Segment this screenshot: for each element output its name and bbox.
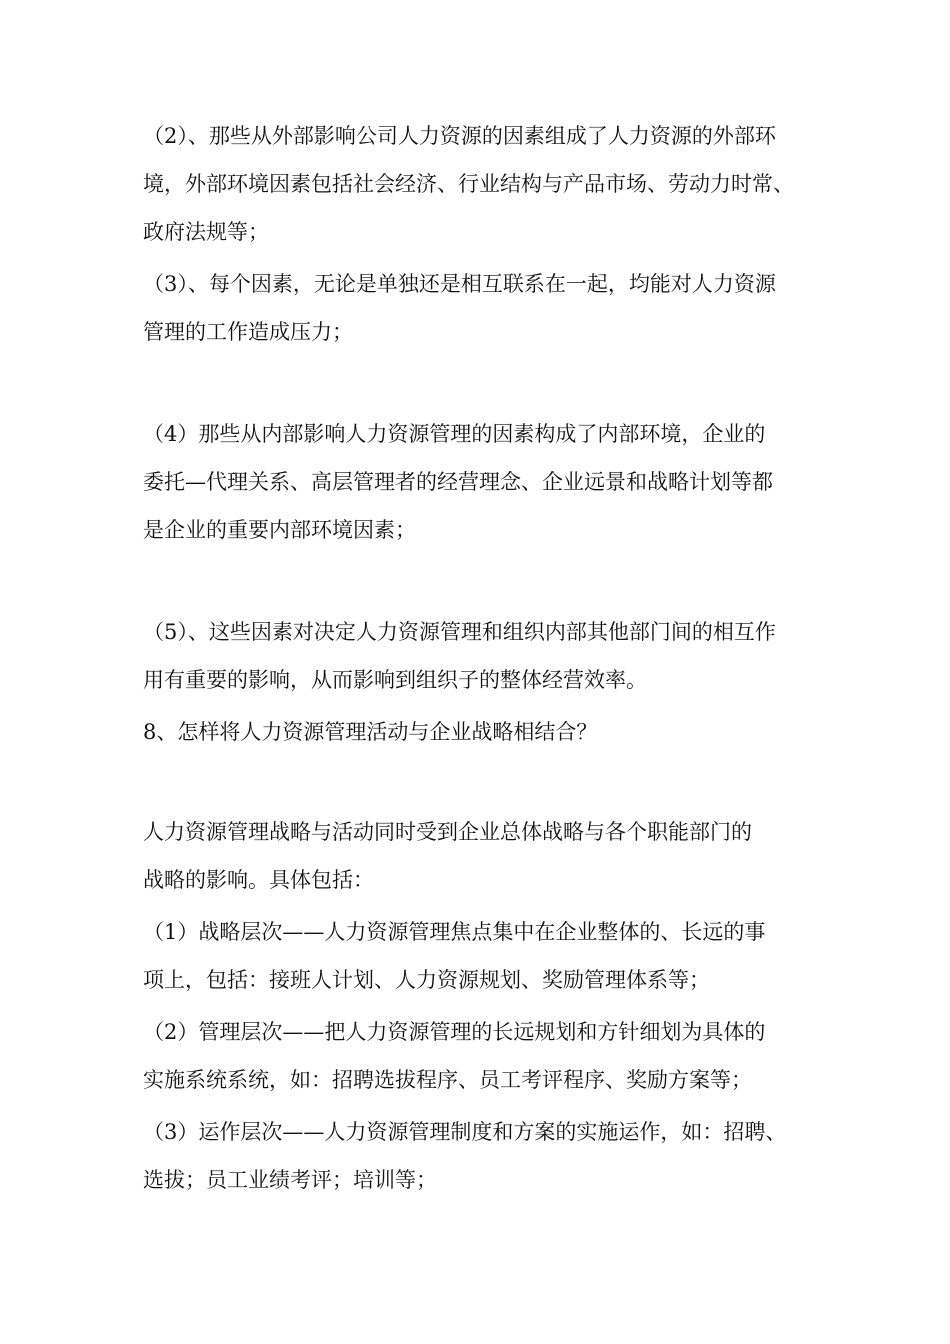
text-line: 项上，包括：接班人计划、人力资源规划、奖励管理体系等； bbox=[143, 968, 710, 992]
paragraph-factor-pressure bbox=[143, 260, 811, 356]
text-line: （3）、每个因素，无论是单独还是相互联系在一起，均能对人力资源 bbox=[143, 272, 776, 296]
paragraph-operation-level bbox=[143, 1108, 811, 1204]
paragraph-internal-environment bbox=[143, 410, 811, 554]
text-line: 人力资源管理战略与活动同时受到企业总体战略与各个职能部门的 bbox=[143, 820, 752, 844]
text-line: （3）运作层次——人力资源管理制度和方案的实施运作，如：招聘、 bbox=[143, 1120, 787, 1144]
paragraph-external-environment bbox=[143, 112, 811, 256]
text-line: （2）、那些从外部影响公司人力资源的因素组成了人力资源的外部环 bbox=[143, 124, 776, 148]
text-line: 政府法规等； bbox=[143, 220, 269, 244]
text-line: 实施系统系统，如：招聘选拔程序、员工考评程序、奖励方案等； bbox=[143, 1068, 752, 1092]
text-line: 委托—代理关系、高层管理者的经营理念、企业远景和战略计划等都 bbox=[143, 470, 773, 494]
text-line: 战略的影响。具体包括： bbox=[143, 868, 374, 892]
text-line: 用有重要的影响，从而影响到组织子的整体经营效率。 bbox=[143, 668, 647, 692]
text-line: （5）、这些因素对决定人力资源管理和组织内部其他部门间的相互作 bbox=[143, 620, 776, 644]
text-line: （1）战略层次——人力资源管理焦点集中在企业整体的、长远的事 bbox=[143, 920, 766, 944]
text-line: 8、怎样将人力资源管理活动与企业战略相结合？ bbox=[143, 720, 598, 744]
text-line: 境，外部环境因素包括社会经济、行业结构与产品市场、劳动力时常、 bbox=[143, 172, 794, 196]
text-line: （2）管理层次——把人力资源管理的长远规划和方针细划为具体的 bbox=[143, 1020, 766, 1044]
paragraph-factor-influence bbox=[143, 608, 811, 704]
text-line: 是企业的重要内部环境因素； bbox=[143, 518, 416, 542]
text-line: 选拔；员工业绩考评；培训等； bbox=[143, 1168, 437, 1192]
text-line: （4）那些从内部影响人力资源管理的因素构成了内部环境，企业的 bbox=[143, 422, 766, 446]
question-heading bbox=[143, 708, 811, 756]
paragraph-management-level bbox=[143, 1008, 811, 1104]
paragraph-answer-intro bbox=[143, 808, 811, 904]
text-line: 管理的工作造成压力； bbox=[143, 320, 353, 344]
paragraph-strategic-level bbox=[143, 908, 811, 1004]
